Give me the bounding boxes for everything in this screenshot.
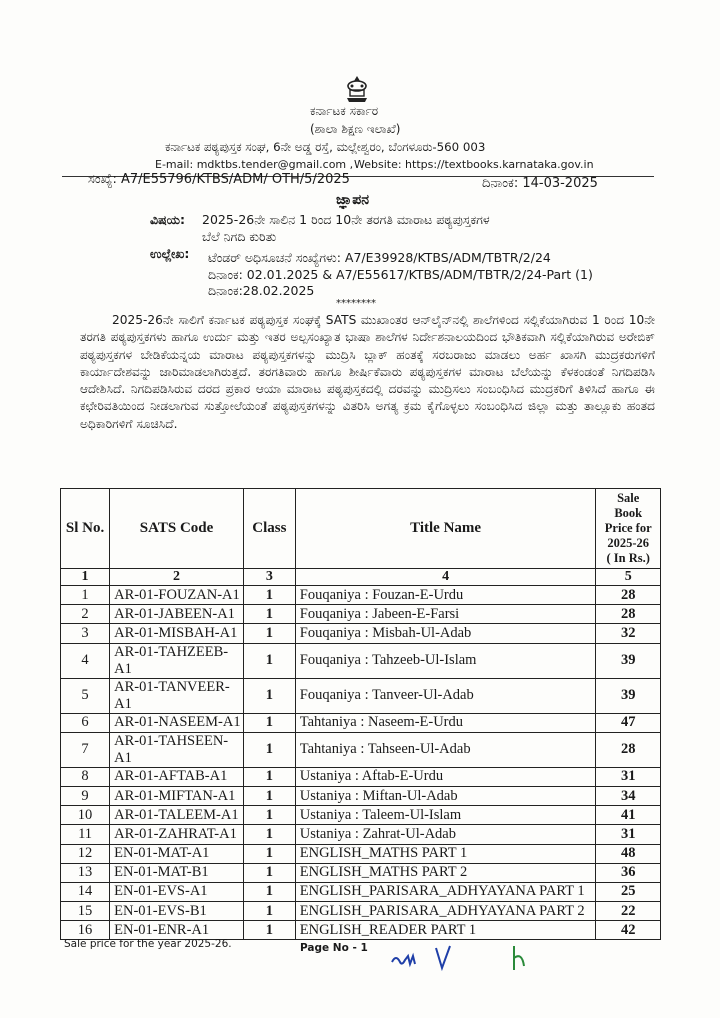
cell-title-name: Ustaniya : Zahrat-Ul-Adab xyxy=(295,825,596,844)
cell-class: 1 xyxy=(243,732,295,767)
header-price-line-5: ( In Rs.) xyxy=(606,551,650,565)
cell-class: 1 xyxy=(243,678,295,713)
memo-title: ಜ್ಞಾಪನ xyxy=(336,192,370,208)
cell-title-name: Ustaniya : Taleem-Ul-Islam xyxy=(295,806,596,825)
cell-title-name: Ustaniya : Aftab-E-Urdu xyxy=(295,767,596,786)
table-row xyxy=(61,767,661,786)
cell-sale-price: 41 xyxy=(596,806,661,825)
price-table xyxy=(60,488,661,940)
cell-sats-code: AR-01-NASEEM-A1 xyxy=(110,713,244,732)
cell-sl-no: 15 xyxy=(61,902,110,921)
karnataka-emblem-icon xyxy=(342,74,372,104)
cell-sale-price: 25 xyxy=(596,882,661,901)
table-row xyxy=(61,678,661,713)
column-number-row xyxy=(61,569,661,586)
header-sats-code: SATS Code xyxy=(110,489,244,569)
cell-sale-price: 31 xyxy=(596,767,661,786)
reference-line-3: ದಿನಾಂಕ:28.02.2025 xyxy=(208,283,315,298)
cell-title-name: ENGLISH_PARISARA_ADHYAYANA PART 1 xyxy=(295,882,596,901)
cell-title-name: ENGLISH_PARISARA_ADHYAYANA PART 2 xyxy=(295,902,596,921)
cell-sale-price: 28 xyxy=(596,605,661,624)
column-number: 3 xyxy=(243,569,295,586)
cell-title-name: ENGLISH_READER PART 1 xyxy=(295,921,596,940)
cell-sale-price: 36 xyxy=(596,863,661,882)
cell-sl-no: 3 xyxy=(61,624,110,643)
cell-sale-price: 48 xyxy=(596,844,661,863)
header-class: Class xyxy=(243,489,295,569)
cell-sats-code: AR-01-TAHZEEB-A1 xyxy=(110,643,244,678)
subject-label: ವಿಷಯ: xyxy=(150,212,185,227)
cell-sale-price: 28 xyxy=(596,586,661,605)
header-sl-no: Sl No. xyxy=(61,489,110,569)
cell-class: 1 xyxy=(243,806,295,825)
header-title-name: Title Name xyxy=(295,489,596,569)
table-row xyxy=(61,786,661,805)
table-row xyxy=(61,902,661,921)
cell-class: 1 xyxy=(243,624,295,643)
table-row xyxy=(61,825,661,844)
header-price-line-2: Book xyxy=(614,506,643,520)
department-name: (ಶಾಲಾ ಶಿಕ್ಷಣ ಇಲಾಖೆ) xyxy=(310,122,401,136)
memo-date: ದಿನಾಂಕ: 14-03-2025 xyxy=(482,176,598,191)
cell-sats-code: AR-01-TANVEER-A1 xyxy=(110,678,244,713)
cell-sale-price: 39 xyxy=(596,643,661,678)
cell-sale-price: 47 xyxy=(596,713,661,732)
subject-line-2: ಬೆಲೆ ನಿಗದಿ ಕುರಿತು xyxy=(202,229,277,244)
cell-sats-code: EN-01-ENR-A1 xyxy=(110,921,244,940)
table-row xyxy=(61,732,661,767)
cell-class: 1 xyxy=(243,863,295,882)
cell-class: 1 xyxy=(243,767,295,786)
cell-sats-code: AR-01-TALEEM-A1 xyxy=(110,806,244,825)
cell-sl-no: 12 xyxy=(61,844,110,863)
cell-class: 1 xyxy=(243,713,295,732)
reference-line-1: ಟೆಂಡರ್ ಅಧಿಸೂಚನೆ ಸಂಖ್ಯೆಗಳು: A7/E39928/KTBS/ADM/TBTR/2/24 xyxy=(208,250,551,265)
cell-sats-code: AR-01-JABEEN-A1 xyxy=(110,605,244,624)
cell-title-name: Fouqaniya : Tanveer-Ul-Adab xyxy=(295,678,596,713)
header-sale-price xyxy=(596,489,661,569)
cell-class: 1 xyxy=(243,786,295,805)
cell-sats-code: AR-01-MISBAH-A1 xyxy=(110,624,244,643)
cell-sats-code: EN-01-EVS-B1 xyxy=(110,902,244,921)
reference-label: ಉಲ್ಲೇಖ: xyxy=(150,246,190,261)
cell-title-name: ENGLISH_MATHS PART 1 xyxy=(295,844,596,863)
column-number: 2 xyxy=(110,569,244,586)
header-price-line-1: Sale xyxy=(617,491,640,505)
society-address: ಕರ್ನಾಟಕ ಪಠ್ಯಪುಸ್ತಕ ಸಂಘ, 6ನೇ ಅಡ್ಡ ರಸ್ತೆ, ಮಲ್ಲೇಶ್ವರಂ, ಬೆಂಗಳೂರು-560 003 xyxy=(165,140,486,154)
cell-sats-code: EN-01-EVS-A1 xyxy=(110,882,244,901)
govt-name: ಕರ್ನಾಟಕ ಸರ್ಕಾರ xyxy=(310,104,379,118)
cell-sats-code: AR-01-TAHSEEN-A1 xyxy=(110,732,244,767)
email-address: E-mail: mdktbs.tender@gmail.com , xyxy=(155,158,354,171)
subject-line-1: 2025-26ನೇ ಸಾಲಿನ 1 ರಿಂದ 10ನೇ ತರಗತಿ ಮಾರಾಟ ಪಠ್ಯಪುಸ್ತಕಗಳ xyxy=(202,212,490,227)
cell-sl-no: 7 xyxy=(61,732,110,767)
initials-signature xyxy=(388,944,548,974)
cell-class: 1 xyxy=(243,586,295,605)
cell-title-name: ENGLISH_MATHS PART 2 xyxy=(295,863,596,882)
memo-body-paragraph: 2025-26ನೇ ಸಾಲಿಗೆ ಕರ್ನಾಟಕ ಪಠ್ಯಪುಸ್ತಕ ಸಂಘಕ್ಕೆ SATS ಮುಖಾಂತರ ಆನ್‌ಲೈನ್‌ನಲ್ಲಿ ಶಾಲೆಗಳಿಂದ ಸಲ್ಲಿಕೆಯಾಗಿರುವ 1 ರಿಂದ 10ನೇ ತರಗತಿ ಪಠ್ಯಪುಸ್ತಕಗಳು ಹಾಗೂ ಉರ್ದು ಮತ್ತು ಇತರ ಅಲ್ಪಸಂಖ್ಯಾತ ಭಾಷಾ ಶಾಲೆಗಳ ನಿರ್ದೇಶನಾಲಯದಿಂದ ಭೌತಿಕವಾಗಿ ಸಲ್ಲಿಕೆಯಾಗಿರುವ ಅರೇಬಿಕ್ ಪಠ್ಯಪುಸ್ತಕಗಳ ಬೇಡಿಕೆಯನ್ನಯ ಮಾರಾಟ ಪಠ್ಯಪುಸ್ತಕಗಳನ್ನು ಮುದ್ರಿಸಿ ಬ್ಲಾಕ್ ಹಂತಕ್ಕೆ ಸರಬರಾಜು ಮಾಡಲು ಅರ್ಹ ಖಾಸಗಿ ಮುದ್ರಕರುಗಳಿಗೆ ಕಾರ್ಯಾದೇಶವನ್ನು ಜಾರಿಮಾಡಲಾಗಿರುತ್ತದೆ. ತರಗತಿವಾರು ಹಾಗೂ ಶೀರ್ಷಿಕೆವಾರು ಪಠ್ಯಪುಸ್ತಕಗಳ ಮಾರಾಟ ಬೆಲೆಯನ್ನು ಕೆಳಕಂಡಂತೆ ನಿಗದಿಪಡಿಸಿ ಆದೇಶಿಸಿದೆ. ನಿಗದಿಪಡಿಸಿರುವ ದರದ ಪ್ರಕಾರ ಆಯಾ ಮಾರಾಟ ಪಠ್ಯಪುಸ್ತಕದಲ್ಲಿ ದರವನ್ನು ಮುದ್ರಿಸಲು ಸಂಬಂಧಿಸಿದ ಮುದ್ರಕರಿಗೆ ತಿಳಿಸಿದೆ ಹಾಗೂ ಈ ಕಛೇರಿವತಿಯಿಂದ ನೀಡಲಾಗುವ ಸುತ್ತೋಲೆಯಂತೆ ಪಠ್ಯಪುಸ್ತಕಗಳನ್ನು ವಿತರಿಸಿ ಅಗತ್ಯ ಕ್ರಮ ಕೈಗೊಳ್ಳಲು ಸಂಬಂಧಿಸಿದ ಜಿಲ್ಲಾ ಮತ್ತು ತಾಲ್ಲೂಕು ಹಂತದ ಅಧಿಕಾರಿಗಳಿಗೆ ಸೂಚಿಸಿದೆ. xyxy=(80,313,655,431)
cell-sl-no: 1 xyxy=(61,586,110,605)
header-price-line-3: Price for xyxy=(604,521,652,535)
table-row xyxy=(61,844,661,863)
cell-class: 1 xyxy=(243,825,295,844)
table-row xyxy=(61,605,661,624)
cell-sale-price: 39 xyxy=(596,678,661,713)
table-row xyxy=(61,806,661,825)
cell-sale-price: 31 xyxy=(596,825,661,844)
reference-line-2: ದಿನಾಂಕ: 02.01.2025 & A7/E55617/KTBS/ADM/TBTR/2/24-Part (1) xyxy=(208,267,593,282)
cell-sats-code: EN-01-MAT-B1 xyxy=(110,863,244,882)
cell-title-name: Tahtaniya : Tahseen-Ul-Adab xyxy=(295,732,596,767)
page-number: Page No - 1 xyxy=(300,942,368,954)
cell-sl-no: 14 xyxy=(61,882,110,901)
cell-class: 1 xyxy=(243,902,295,921)
cell-title-name: Fouqaniya : Tahzeeb-Ul-Islam xyxy=(295,643,596,678)
cell-sats-code: AR-01-FOUZAN-A1 xyxy=(110,586,244,605)
cell-sl-no: 13 xyxy=(61,863,110,882)
table-row xyxy=(61,643,661,678)
cell-title-name: Ustaniya : Miftan-Ul-Adab xyxy=(295,786,596,805)
cell-title-name: Fouqaniya : Misbah-Ul-Adab xyxy=(295,624,596,643)
cell-sale-price: 22 xyxy=(596,902,661,921)
column-number: 5 xyxy=(596,569,661,586)
reference-number: ಸಂಖ್ಯೆ: A7/E55796/KTBS/ADM/ OTH/5/2025 xyxy=(88,172,350,187)
cell-sats-code: AR-01-ZAHRAT-A1 xyxy=(110,825,244,844)
cell-sl-no: 9 xyxy=(61,786,110,805)
cell-sl-no: 6 xyxy=(61,713,110,732)
footer-note: Sale price for the year 2025-26. xyxy=(64,938,232,950)
cell-title-name: Tahtaniya : Naseem-E-Urdu xyxy=(295,713,596,732)
cell-sats-code: AR-01-MIFTAN-A1 xyxy=(110,786,244,805)
cell-class: 1 xyxy=(243,605,295,624)
table-row xyxy=(61,586,661,605)
cell-title-name: Fouqaniya : Jabeen-E-Farsi xyxy=(295,605,596,624)
website-address: Website: https://textbooks.karnataka.gov.in xyxy=(354,158,594,171)
column-number: 1 xyxy=(61,569,110,586)
cell-sats-code: AR-01-AFTAB-A1 xyxy=(110,767,244,786)
cell-title-name: Fouqaniya : Fouzan-E-Urdu xyxy=(295,586,596,605)
cell-sale-price: 34 xyxy=(596,786,661,805)
header-price-line-4: 2025-26 xyxy=(607,536,650,550)
table-row xyxy=(61,882,661,901)
cell-sl-no: 10 xyxy=(61,806,110,825)
cell-class: 1 xyxy=(243,882,295,901)
cell-class: 1 xyxy=(243,921,295,940)
separator-stars: ******** xyxy=(336,298,376,309)
cell-sl-no: 2 xyxy=(61,605,110,624)
table-row xyxy=(61,624,661,643)
cell-sale-price: 32 xyxy=(596,624,661,643)
cell-sl-no: 16 xyxy=(61,921,110,940)
table-row xyxy=(61,713,661,732)
column-number: 4 xyxy=(295,569,596,586)
cell-sl-no: 4 xyxy=(61,643,110,678)
cell-sl-no: 5 xyxy=(61,678,110,713)
cell-sale-price: 28 xyxy=(596,732,661,767)
cell-sats-code: EN-01-MAT-A1 xyxy=(110,844,244,863)
cell-class: 1 xyxy=(243,844,295,863)
cell-sl-no: 8 xyxy=(61,767,110,786)
cell-class: 1 xyxy=(243,643,295,678)
cell-sl-no: 11 xyxy=(61,825,110,844)
table-row xyxy=(61,863,661,882)
cell-sale-price: 42 xyxy=(596,921,661,940)
